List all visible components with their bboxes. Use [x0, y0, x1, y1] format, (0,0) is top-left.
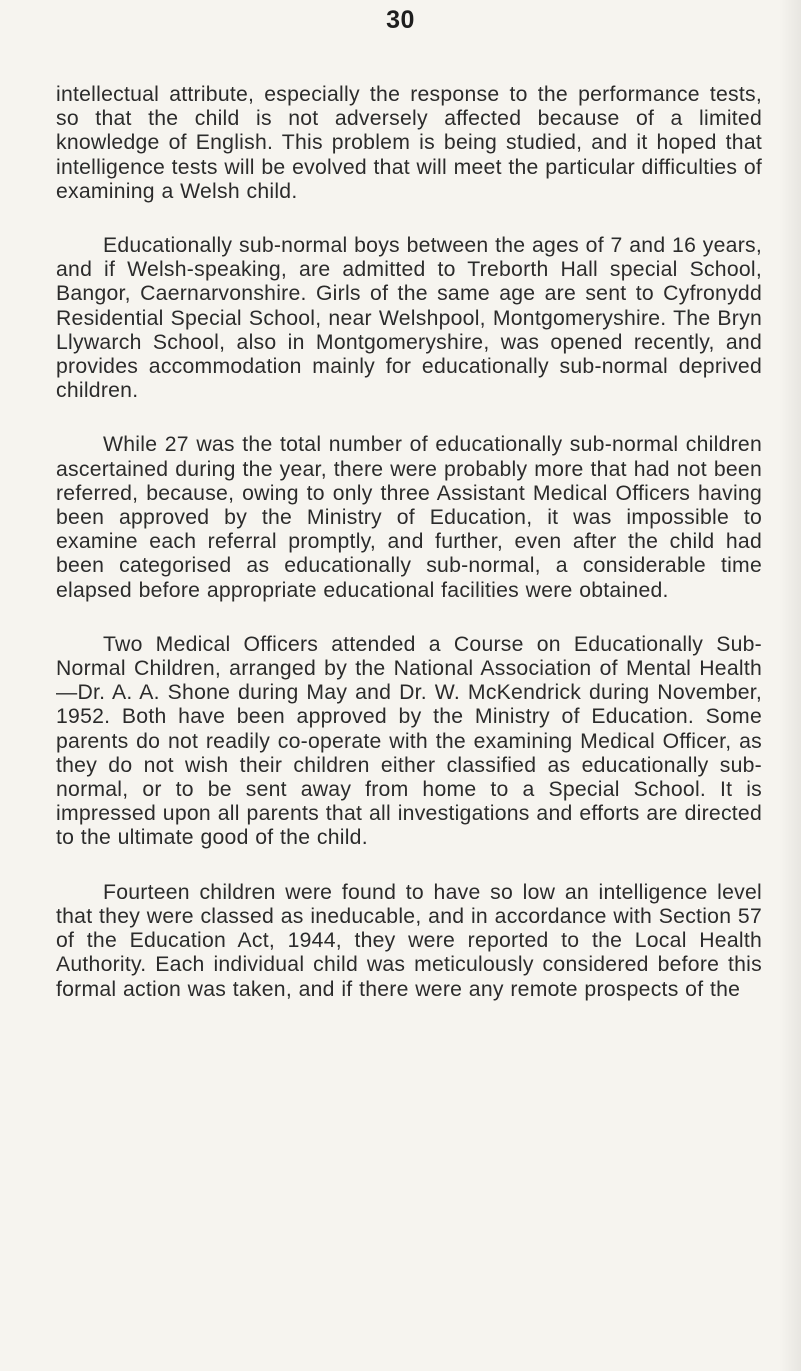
page-number: 30 — [386, 6, 415, 34]
body-text — [56, 83, 762, 1032]
paragraph-continuation: intellectual attribute, especially the response to the performance tests, so that the child is not adversely affected because of a limited knowledge of English. This problem is being studied, and it hoped that intelligence tests will be evolved that will meet the particular difficulties of examining a Welsh child. — [56, 83, 762, 203]
paragraph-ascertainment: While 27 was the total number of educationally sub-normal children ascertained during the year, there were probably more that had not been referred, because, owing to only three Assistant Medical Officers having been approved by the Ministry of Education, it was impossible to examine each referral promptly, and further, even after the child had been categorised as educationally sub-normal, a considerable time elapsed before appropriate educational facilities were obtained. — [56, 433, 762, 602]
page-edge-shadow — [779, 0, 801, 1371]
paragraph-ineducable-children: Fourteen children were found to have so low an intelligence level that they were classed as ineducable, and in accordance with Section 57 of the Education Act, 1944, they were reported to the Local Health Authority. Each individual child was meticulously considered before this formal action was taken, and if there were any remote prospects of the — [56, 880, 762, 1001]
paragraph-esn-schools: Educationally sub-normal boys between the ages of 7 and 16 years, and if Welsh-speaking, are admitted to Treborth Hall special School, Bangor, Caernarvonshire. Girls of the same age are sent to Cyfronydd Residential Special School, near Welshpool, Montgomeryshire. The Bryn Llywarch School, also in Montgomeryshire, was opened recently, and provides accommodation mainly for educationally sub-normal deprived children. — [56, 234, 762, 403]
paragraph-medical-officers-course: Two Medical Officers attended a Course on Educationally Sub-Normal Children, arranged by the National Association of Mental Health—Dr. A. A. Shone during May and Dr. W. McKendrick during November, 1952. Both have been approved by the Ministry of Education. Some parents do not readily co-operate with the examining Medical Officer, as they do not wish their children either classified as educationally sub-normal, or to be sent away from home to a Special School. It is impressed upon all parents that all investigations and efforts are directed to the ultimate good of the child. — [56, 632, 762, 850]
